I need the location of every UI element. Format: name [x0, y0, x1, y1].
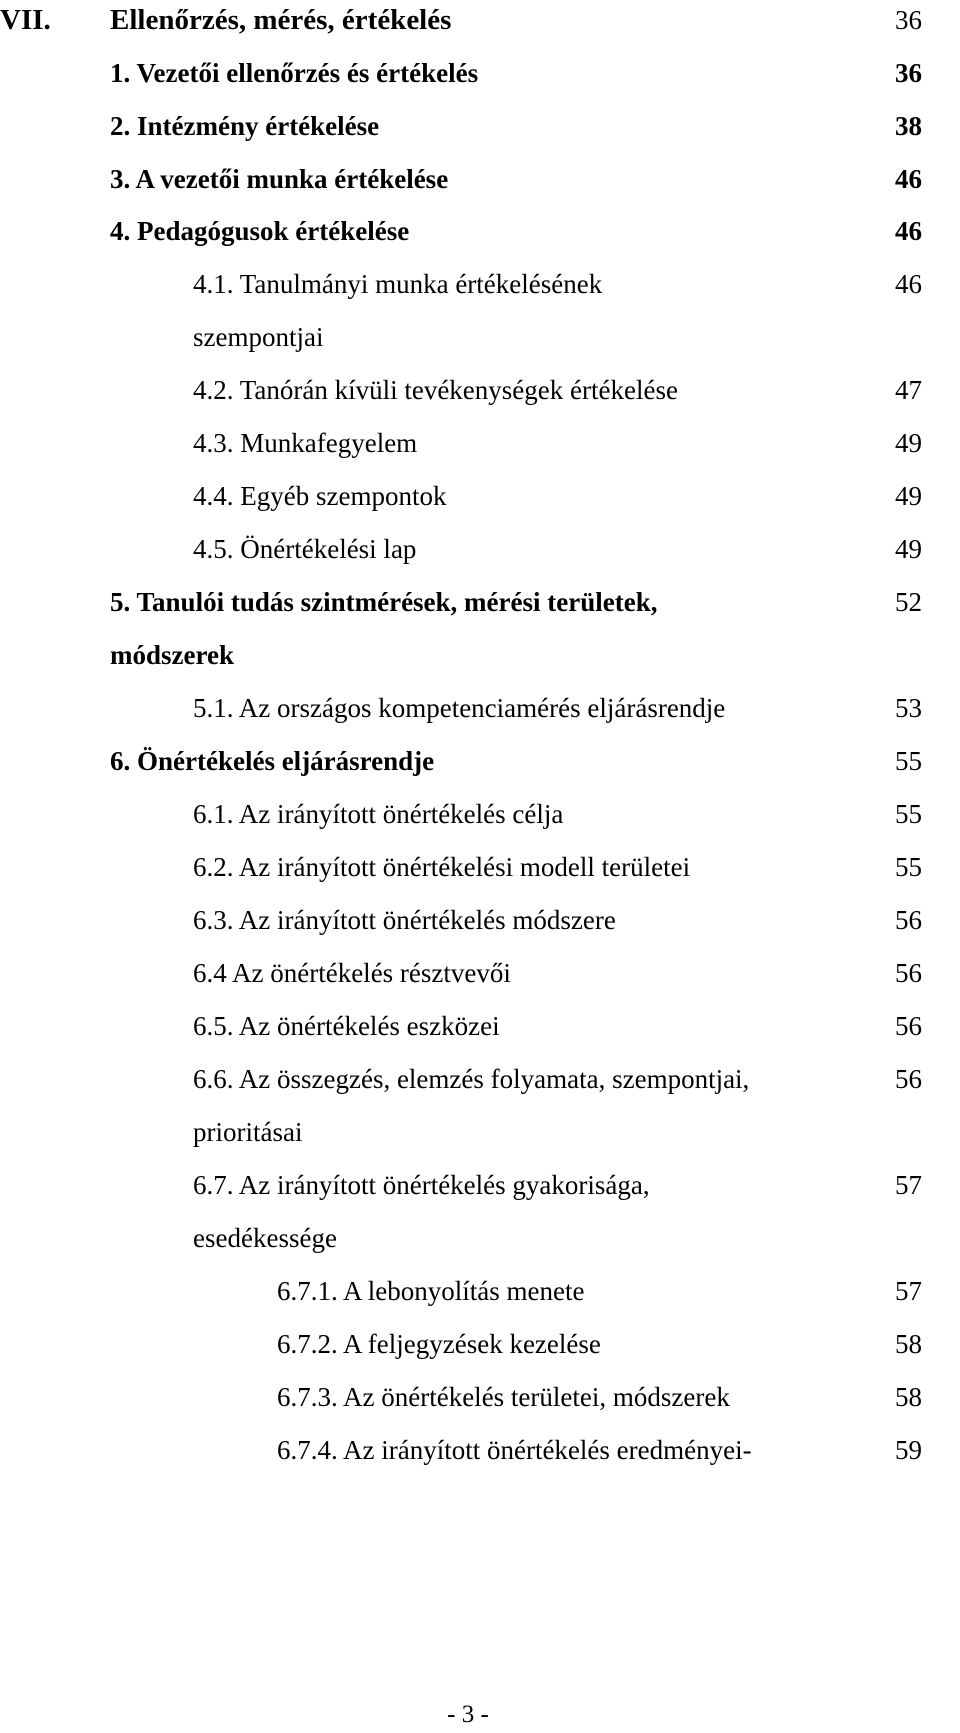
- chapter-title-line: [0, 0, 451, 40]
- toc-entry-label: 6.7. Az irányított önértékelés gyakorisága,: [193, 1170, 650, 1200]
- toc-entry-6-7-cont: [0, 1218, 960, 1258]
- toc-entry-6-7: [0, 1165, 960, 1205]
- toc-entry-page: 58: [895, 1382, 922, 1412]
- toc-entry-6-6-cont: [0, 1112, 960, 1152]
- toc-entry-page: 56: [895, 1064, 922, 1094]
- toc-entry-label: 5. Tanulói tudás szintmérések, mérési területek,: [110, 587, 658, 617]
- toc-entry-page: 56: [895, 905, 922, 935]
- toc-entry-page: 46: [895, 164, 922, 194]
- toc-entry-6-6: [0, 1059, 960, 1099]
- toc-entry-label: prioritásai: [193, 1117, 303, 1147]
- toc-entry-page: 59: [895, 1435, 922, 1465]
- toc-entry-6-7-2: [0, 1324, 960, 1364]
- chapter-number: VII.: [0, 4, 51, 36]
- toc-entry-label: 3. A vezetői munka értékelése: [110, 164, 449, 194]
- toc-entry-page: 46: [895, 216, 922, 246]
- toc-entry-page: 53: [895, 693, 922, 723]
- toc-chapter-heading: [0, 0, 960, 40]
- toc-entry-label: 4.5. Önértékelési lap: [193, 534, 417, 564]
- toc-entry-page: 52: [895, 587, 922, 617]
- toc-entry-label: 6.4 Az önértékelés résztvevői: [193, 958, 511, 988]
- toc-entry-label: 6.3. Az irányított önértékelés módszere: [193, 905, 616, 935]
- toc-entry-6-1: [0, 794, 960, 834]
- toc-entry-6: [0, 741, 960, 781]
- toc-entry-6-5: [0, 1006, 960, 1046]
- toc-entry-1: [0, 53, 960, 93]
- toc-entry-6-7-4: [0, 1430, 960, 1470]
- toc-entry-5-1: [0, 688, 960, 728]
- toc-entry-6-2: [0, 847, 960, 887]
- toc-entry-label: 6. Önértékelés eljárásrendje: [110, 746, 435, 776]
- toc-entry-6-7-3: [0, 1377, 960, 1417]
- toc-entry-label: 6.5. Az önértékelés eszközei: [193, 1011, 500, 1041]
- toc-entry-label: 2. Intézmény értékelése: [110, 111, 380, 141]
- toc-entry-4-5: [0, 529, 960, 569]
- toc-entry-label: 4.3. Munkafegyelem: [193, 428, 418, 458]
- toc-entry-4: [0, 211, 960, 251]
- toc-entry-page: 55: [895, 852, 922, 882]
- toc-entry-page: 58: [895, 1329, 922, 1359]
- toc-entry-label: 6.7.1. A lebonyolítás menete: [277, 1276, 585, 1306]
- toc-entry-4-1-cont: [0, 317, 960, 357]
- toc-entry-page: 46: [895, 269, 922, 299]
- toc-entry-label: 6.1. Az irányított önértékelés célja: [193, 799, 564, 829]
- toc-entry-label: esedékessége: [193, 1223, 337, 1253]
- toc-entry-page: 56: [895, 958, 922, 988]
- toc-entry-2: [0, 106, 960, 146]
- toc-entry-label: szempontjai: [193, 322, 324, 352]
- toc-entry-page: 55: [895, 799, 922, 829]
- toc-entry-page: 49: [895, 428, 922, 458]
- toc-entry-label: 4.2. Tanórán kívüli tevékenységek értékelése: [193, 375, 678, 405]
- toc-entry-page: 49: [895, 481, 922, 511]
- toc-entry-label: 4.1. Tanulmányi munka értékelésének: [193, 269, 603, 299]
- toc-entry-5: [0, 582, 960, 622]
- toc-entry-page: 47: [895, 375, 922, 405]
- toc-entry-label: 1. Vezetői ellenőrzés és értékelés: [110, 58, 479, 88]
- toc-entry-label: 5.1. Az országos kompetenciamérés eljárásrendje: [193, 693, 726, 723]
- toc-entry-page: 36: [895, 58, 922, 88]
- toc-entry-6-4: [0, 953, 960, 993]
- page-footer-number: - 3 -: [447, 1701, 489, 1728]
- toc-entry-page: 38: [895, 111, 922, 141]
- toc-entry-6-3: [0, 900, 960, 940]
- toc-entry-page: 56: [895, 1011, 922, 1041]
- toc-entry-4-2: [0, 370, 960, 410]
- toc-entry-4-1: [0, 264, 960, 304]
- toc-entry-label: 4.4. Egyéb szempontok: [193, 481, 447, 511]
- toc-entry-label: 6.7.2. A feljegyzések kezelése: [277, 1329, 601, 1359]
- toc-entry-5-cont: [0, 635, 960, 675]
- toc-entry-page: 57: [895, 1170, 922, 1200]
- toc-entry-4-4: [0, 476, 960, 516]
- toc-entry-3: [0, 159, 960, 199]
- toc-entry-label: 6.7.4. Az irányított önértékelés eredményei-: [277, 1435, 752, 1465]
- toc-entry-4-3: [0, 423, 960, 463]
- chapter-title: Ellenőrzés, mérés, értékelés: [110, 4, 452, 36]
- toc-entry-6-7-1: [0, 1271, 960, 1311]
- toc-entry-page: 49: [895, 534, 922, 564]
- toc-entry-label: 6.7.3. Az önértékelés területei, módszerek: [277, 1382, 730, 1412]
- toc-entry-label: 4. Pedagógusok értékelése: [110, 216, 410, 246]
- toc-entry-label: 6.2. Az irányított önértékelési modell területei: [193, 852, 691, 882]
- chapter-page-number: 36: [895, 5, 922, 35]
- toc-entry-page: 57: [895, 1276, 922, 1306]
- toc-entry-page: 55: [895, 746, 922, 776]
- toc-entry-label: módszerek: [110, 640, 234, 670]
- toc-entry-label: 6.6. Az összegzés, elemzés folyamata, szempontjai,: [193, 1064, 750, 1094]
